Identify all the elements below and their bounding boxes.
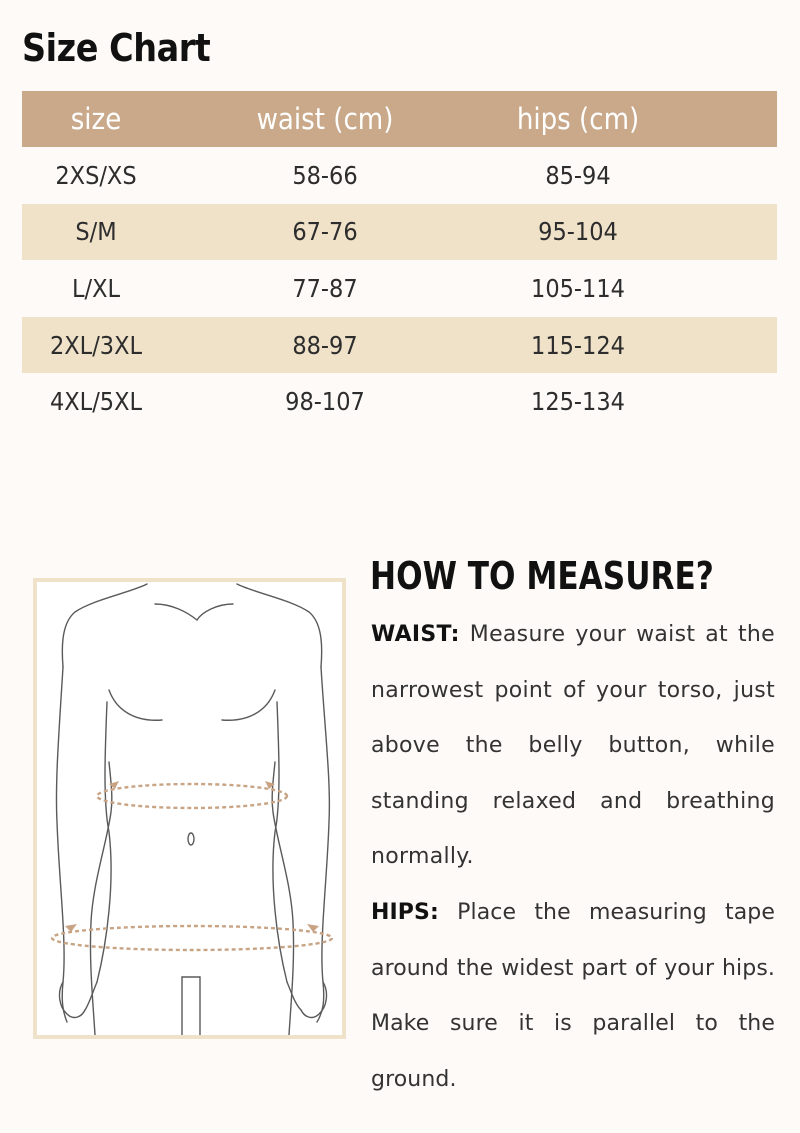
body-figure (33, 578, 346, 1039)
cell-hips: 125-134 (531, 387, 625, 417)
cell-waist: 98-107 (285, 387, 365, 417)
cell-hips: 115-124 (531, 330, 625, 360)
waist-instructions (371, 607, 775, 885)
table-header-row (22, 91, 777, 147)
cell-size: L/XL (71, 273, 121, 303)
cell-hips: 85-94 (545, 160, 611, 190)
cell-hips: 105-114 (531, 273, 625, 303)
cell-size: 2XS/XS (55, 160, 137, 190)
size-table (22, 91, 777, 430)
how-to-measure-title: HOW TO MEASURE? (370, 554, 714, 598)
hips-label: HIPS: (371, 900, 439, 925)
cell-waist: 67-76 (292, 217, 358, 247)
cell-hips: 95-104 (538, 217, 618, 247)
cell-size: S/M (75, 217, 117, 247)
cell-waist: 77-87 (292, 273, 358, 303)
waist-label: WAIST: (371, 622, 460, 647)
cell-waist: 88-97 (292, 330, 358, 360)
hips-text: Place the measuring tape around the widest part of your hips. Make sure it is parallel to the ground. (371, 900, 775, 1092)
table-row (22, 204, 777, 261)
cell-waist: 58-66 (292, 160, 358, 190)
cell-size: 4XL/5XL (49, 387, 143, 417)
table-row (22, 260, 777, 317)
table-row (22, 317, 777, 374)
table-row (22, 147, 777, 204)
header-hips: hips (cm) (516, 102, 640, 136)
body-outline-icon (37, 582, 342, 1035)
hips-instructions (371, 885, 775, 1107)
header-size: size (70, 102, 122, 136)
cell-size: 2XL/3XL (49, 330, 143, 360)
table-row (22, 373, 777, 430)
page-title: Size Chart (22, 26, 211, 70)
header-waist: waist (cm) (256, 102, 394, 136)
waist-text: Measure your waist at the narrowest point of your torso, just above the belly button, while standing relaxed and breathing normally. (371, 622, 776, 870)
